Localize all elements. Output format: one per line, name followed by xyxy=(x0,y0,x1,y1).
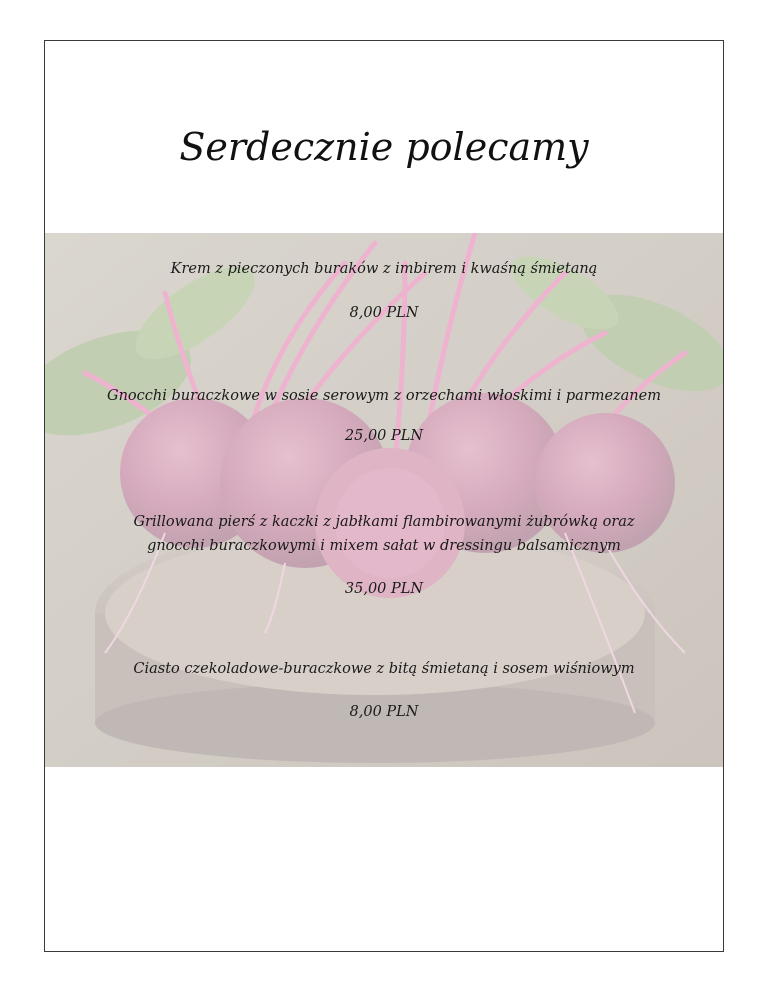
menu-item-4-name: Ciasto czekoladowe-buraczkowe z bitą śmietaną i sosem wiśniowym xyxy=(133,661,635,677)
menu-item-2-name: Gnocchi buraczkowe w sosie serowym z orzechami włoskimi i parmezanem xyxy=(107,388,661,404)
menu-item-4-price: 8,00 PLN xyxy=(349,704,419,720)
menu-item-3-name-line1: Grillowana pierś z kaczki z jabłkami flambirowanymi żubrówką oraz xyxy=(133,514,635,530)
menu-item-3-name-line2: gnocchi buraczkowymi i mixem sałat w dressingu balsamicznym xyxy=(147,538,621,554)
page-title: Serdecznie polecamy xyxy=(179,125,589,169)
menu-item-1-price: 8,00 PLN xyxy=(349,305,419,321)
menu-item-3-price: 35,00 PLN xyxy=(344,581,424,597)
menu-item-2-price: 25,00 PLN xyxy=(344,428,424,444)
menu-item-1-name: Krem z pieczonych buraków z imbirem i kwaśną śmietaną xyxy=(170,261,598,277)
